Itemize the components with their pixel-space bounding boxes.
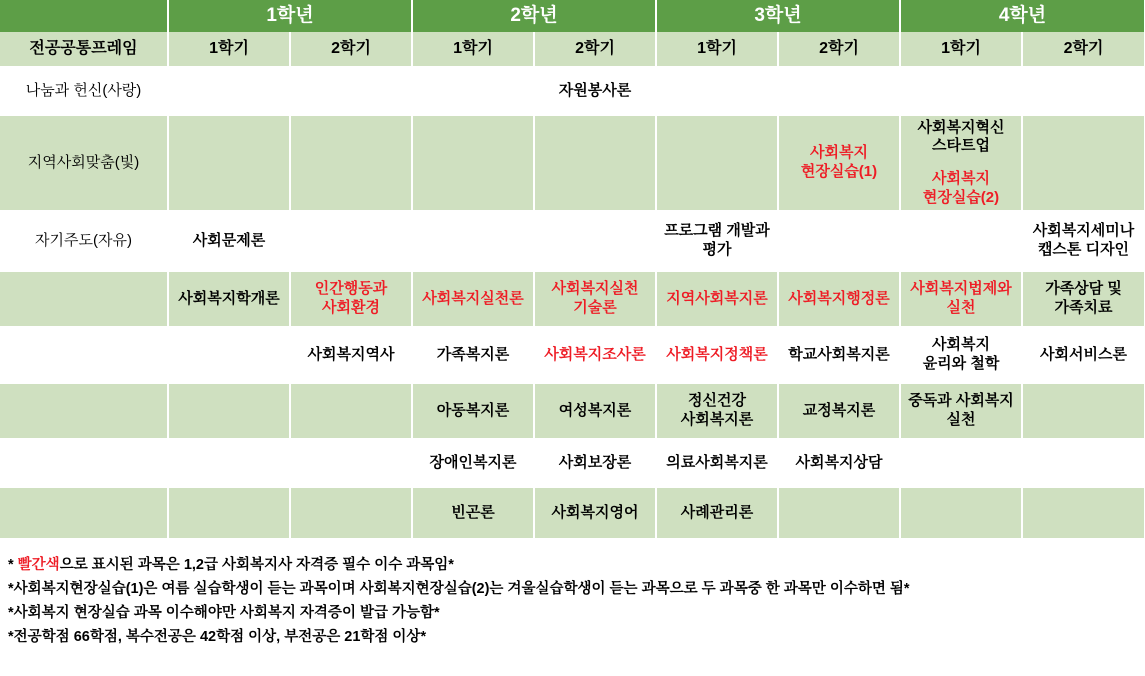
table-row xyxy=(0,115,1145,211)
frame-label-cell xyxy=(0,383,168,439)
course-cell xyxy=(656,327,778,383)
course-cell xyxy=(778,383,900,439)
course-cell xyxy=(1022,383,1145,439)
course-name: 사회복지상담 xyxy=(795,453,883,471)
course-cell xyxy=(900,327,1022,383)
course-cell xyxy=(290,271,412,327)
course-name: 가족상담 및 가족치료 xyxy=(1045,280,1122,316)
course-cell xyxy=(168,327,290,383)
course-name: 프로그램 개발과 평가 xyxy=(664,222,770,258)
course-name: 사회복지실천 기술론 xyxy=(551,280,639,316)
course-cell xyxy=(534,487,656,539)
semester-header-4-2: 2학기 xyxy=(1022,32,1145,67)
course-name: 사회복지역사 xyxy=(307,345,395,363)
course-cell xyxy=(290,115,412,211)
frame-label-cell: 지역사회맞춤(빛) xyxy=(0,115,168,211)
course-cell xyxy=(900,383,1022,439)
footnote: *사회복지 현장실습 과목 이수해야만 사회복지 자격증이 발급 가능함* xyxy=(8,604,440,621)
course-cell xyxy=(534,383,656,439)
course-cell xyxy=(900,115,1022,211)
course-name: 교정복지론 xyxy=(802,401,876,419)
course-name: 사회복지정책론 xyxy=(666,345,768,363)
course-name: 사회복지세미나 캡스톤 디자인 xyxy=(1032,222,1135,258)
course-cell xyxy=(1022,211,1145,271)
semester-header-2-1: 1학기 xyxy=(412,32,534,67)
course-name: 학교사회복지론 xyxy=(788,345,890,363)
course-name: 사회복지혁신 스타트업 xyxy=(917,118,1005,155)
course-cell xyxy=(534,211,656,271)
course-cell xyxy=(534,439,656,487)
course-cell xyxy=(290,487,412,539)
course-cell xyxy=(656,211,778,271)
semester-header-3-1: 1학기 xyxy=(656,32,778,67)
course-cell xyxy=(778,211,900,271)
table-body xyxy=(0,67,1145,539)
course-name: 사회복지실천론 xyxy=(422,289,524,307)
course-name: 사회문제론 xyxy=(192,231,266,249)
course-cell xyxy=(168,487,290,539)
footnote: *사회복지현장실습(1)은 여름 실습학생이 듣는 과목이며 사회복지현장실습(2)는 겨울실습학생이 듣는 과목으로 두 과목중 한 과목만 이수하면 됨* xyxy=(8,580,910,597)
table-row xyxy=(0,439,1145,487)
course-name: 여성복지론 xyxy=(558,401,632,419)
footnotes xyxy=(0,540,1145,650)
course-cell xyxy=(290,439,412,487)
course-cell xyxy=(778,67,900,115)
footnote: *전공학점 66학점, 복수전공은 42학점 이상, 부전공은 21학점 이상* xyxy=(8,628,427,645)
course-name: 정신건강 사회복지론 xyxy=(680,392,754,428)
course-cell xyxy=(1022,271,1145,327)
course-cell xyxy=(168,67,290,115)
year-header-3: 3학년 xyxy=(656,0,900,32)
course-cell xyxy=(656,271,778,327)
course-cell xyxy=(1022,327,1145,383)
course-name: 장애인복지론 xyxy=(429,453,517,471)
semester-header-row xyxy=(0,32,1145,67)
table-header xyxy=(0,0,1145,67)
course-cell xyxy=(290,67,412,115)
table-row xyxy=(0,487,1145,539)
course-cell xyxy=(412,67,534,115)
course-cell xyxy=(656,487,778,539)
course-cell xyxy=(900,439,1022,487)
course-cell xyxy=(900,211,1022,271)
course-cell xyxy=(1022,115,1145,211)
course-cell xyxy=(656,383,778,439)
frame-label-cell: 자기주도(자유) xyxy=(0,211,168,271)
footnote-highlight: 빨간색 xyxy=(17,557,60,573)
course-cell xyxy=(412,115,534,211)
semester-header-2-2: 2학기 xyxy=(534,32,656,67)
year-header-row xyxy=(0,0,1145,32)
year-header-2: 2학년 xyxy=(412,0,656,32)
course-name: 중독과 사회복지 실천 xyxy=(908,392,1014,428)
course-name: 사회복지법제와 실천 xyxy=(910,280,1012,316)
course-cell xyxy=(778,439,900,487)
course-cell xyxy=(534,67,656,115)
frame-column-header: 전공공통프레임 xyxy=(0,32,168,67)
year-header-4: 4학년 xyxy=(900,0,1145,32)
course-cell xyxy=(290,383,412,439)
course-name: 아동복지론 xyxy=(436,401,510,419)
semester-header-3-2: 2학기 xyxy=(778,32,900,67)
course-cell xyxy=(168,383,290,439)
course-cell xyxy=(168,211,290,271)
course-cell xyxy=(534,115,656,211)
course-cell xyxy=(168,439,290,487)
course-name: 지역사회복지론 xyxy=(666,289,768,307)
course-name: 사회복지 현장실습(2) xyxy=(922,170,1000,206)
course-cell xyxy=(778,271,900,327)
course-cell xyxy=(656,67,778,115)
course-name: 사례관리론 xyxy=(680,503,754,521)
course-name: 사회보장론 xyxy=(558,453,632,471)
course-name: 사회복지 윤리와 철학 xyxy=(922,336,1000,372)
course-cell xyxy=(412,439,534,487)
course-cell xyxy=(778,487,900,539)
course-cell xyxy=(412,211,534,271)
table-row xyxy=(0,211,1145,271)
course-name: 사회서비스론 xyxy=(1040,345,1127,363)
footnote: * 빨간색으로 표시된 과목은 1,2급 사회복지사 자격증 필수 이수 과목임* xyxy=(8,557,454,573)
course-name: 사회복지학개론 xyxy=(178,289,280,307)
course-cell xyxy=(900,67,1022,115)
course-name: 인간행동과 사회환경 xyxy=(314,280,388,316)
course-cell xyxy=(290,327,412,383)
frame-label-cell xyxy=(0,487,168,539)
course-name: 자원봉사론 xyxy=(558,81,632,99)
course-cell xyxy=(656,115,778,211)
course-cell xyxy=(900,271,1022,327)
frame-label-cell xyxy=(0,439,168,487)
semester-header-4-1: 1학기 xyxy=(900,32,1022,67)
course-cell xyxy=(656,439,778,487)
frame-label-cell xyxy=(0,271,168,327)
year-header-spacer xyxy=(0,0,168,32)
course-cell xyxy=(900,487,1022,539)
frame-label-cell xyxy=(0,327,168,383)
course-name: 의료사회복지론 xyxy=(666,453,768,471)
course-cell xyxy=(1022,487,1145,539)
year-header-1: 1학년 xyxy=(168,0,412,32)
course-cell xyxy=(412,383,534,439)
course-name: 사회복지 현장실습(1) xyxy=(800,144,878,180)
table-row xyxy=(0,327,1145,383)
course-cell xyxy=(412,327,534,383)
course-cell xyxy=(534,271,656,327)
course-name: 가족복지론 xyxy=(436,345,510,363)
semester-header-1-2: 2학기 xyxy=(290,32,412,67)
course-cell xyxy=(778,327,900,383)
course-cell xyxy=(290,211,412,271)
course-cell xyxy=(1022,67,1145,115)
frame-label-cell: 나눔과 헌신(사랑) xyxy=(0,67,168,115)
course-cell xyxy=(1022,439,1145,487)
course-cell xyxy=(412,271,534,327)
course-cell xyxy=(168,115,290,211)
table-row xyxy=(0,67,1145,115)
table-row xyxy=(0,383,1145,439)
course-name: 빈곤론 xyxy=(451,503,495,521)
course-cell xyxy=(534,327,656,383)
course-name: 사회복지영어 xyxy=(551,503,639,521)
course-cell xyxy=(168,271,290,327)
table-row xyxy=(0,271,1145,327)
semester-header-1-1: 1학기 xyxy=(168,32,290,67)
course-cell xyxy=(778,115,900,211)
course-name: 사회복지행정론 xyxy=(788,289,890,307)
course-name: 사회복지조사론 xyxy=(544,345,646,363)
course-cell xyxy=(412,487,534,539)
